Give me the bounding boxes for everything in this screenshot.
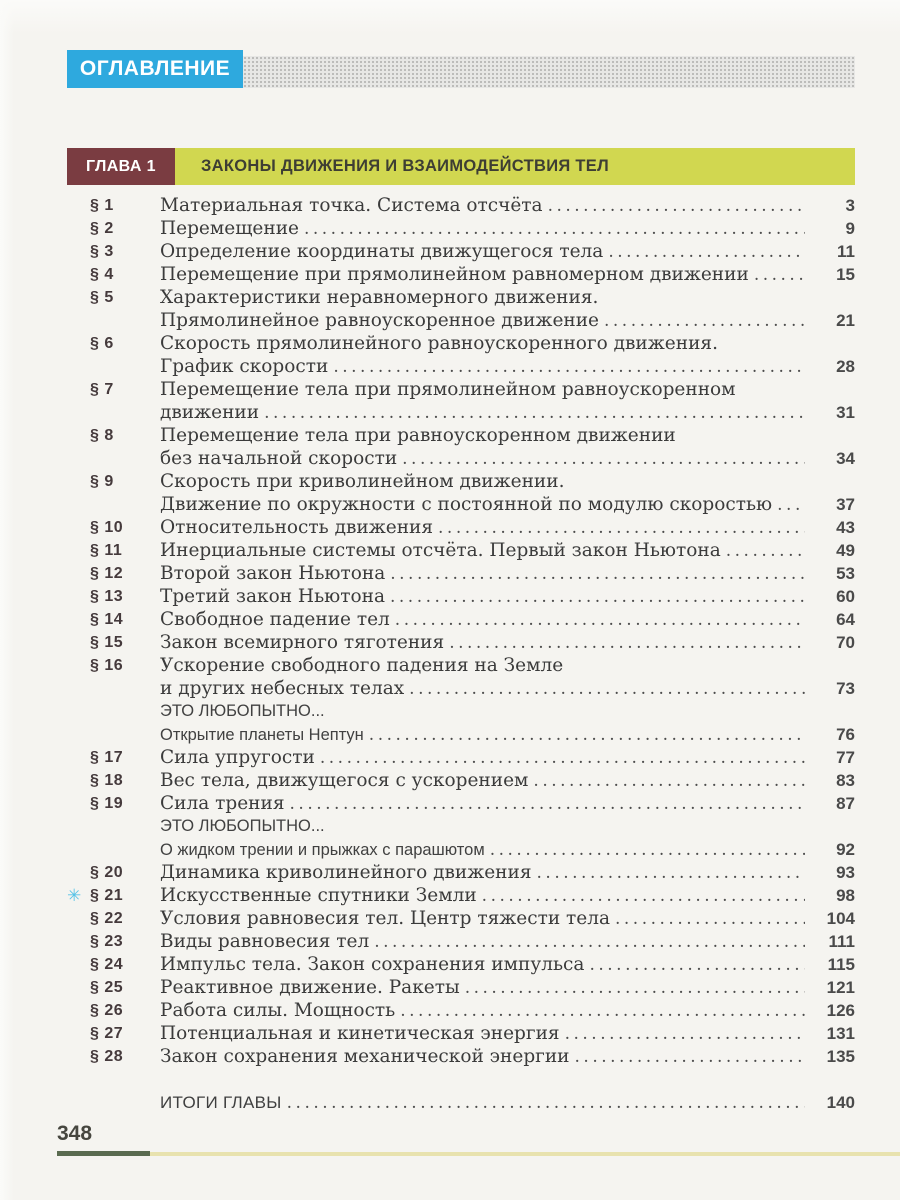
chapter-number-label: ГЛАВА 1 — [86, 157, 156, 175]
paragraph-number — [90, 700, 160, 723]
paragraph-number: § 6 — [90, 335, 114, 352]
entry-title-text: Импульс тела. Закон сохранения импульса — [160, 954, 585, 975]
toc-entry — [67, 608, 855, 631]
dotted-leader — [449, 632, 805, 655]
toc-entry-line — [160, 838, 855, 861]
toc-entry — [67, 539, 855, 562]
entry-page-number: 126 — [826, 1001, 855, 1020]
toc-entry — [67, 838, 855, 861]
toc-entry — [67, 286, 855, 332]
entry-title-text: Скорость прямолинейного равноускоренного движения. — [160, 333, 718, 354]
toc-entry — [67, 769, 855, 792]
chapter-number-badge — [67, 148, 175, 185]
entry-title-text: Перемещение тела при равноускоренном движении — [160, 425, 676, 446]
toc-entry-line — [160, 976, 855, 999]
entry-page-number: 37 — [836, 495, 855, 514]
entry-page-number: 131 — [826, 1024, 855, 1043]
footer-rule-green-segment — [57, 1151, 150, 1156]
toc-entry-body — [160, 263, 855, 286]
paragraph-number — [90, 838, 160, 861]
entry-title-text: Работа силы. Мощность — [160, 1000, 396, 1021]
entry-page-number: 34 — [836, 449, 855, 468]
toc-entry-line — [160, 194, 855, 217]
dotted-leader — [548, 195, 805, 218]
toc-entry — [67, 815, 855, 838]
entry-title-text: Виды равновесия тел — [160, 931, 370, 952]
toc-entry-line — [160, 700, 855, 723]
dotted-leader — [482, 885, 805, 908]
entry-page-number: 140 — [826, 1093, 855, 1112]
toc-entry — [67, 907, 855, 930]
folio-page-number: 348 — [57, 1122, 93, 1145]
paragraph-number: § 4 — [90, 266, 114, 283]
entry-title-text: Искусственные спутники Земли — [160, 885, 477, 906]
page-footer — [57, 1122, 900, 1156]
entry-title-text: ЭТО ЛЮБОПЫТНО... — [160, 702, 325, 720]
dotted-leader — [400, 1000, 805, 1023]
toc-entry-line — [160, 677, 855, 700]
entry-title-text: Материальная точка. Система отсчёта — [160, 195, 543, 216]
entry-page-number: 92 — [836, 840, 855, 859]
toc-entry — [67, 470, 855, 516]
entry-page-number: 135 — [826, 1047, 855, 1066]
paragraph-number: § 8 — [90, 427, 114, 444]
toc-entry — [67, 631, 855, 654]
toc-entry — [67, 654, 855, 700]
toc-entry — [67, 976, 855, 999]
entry-page-number: 93 — [836, 863, 855, 882]
toc-entry-body — [160, 861, 855, 884]
toc-entry-body — [160, 700, 855, 723]
entry-page-number: 77 — [836, 748, 855, 767]
paragraph-number: § 19 — [90, 795, 124, 812]
paragraph-number: § 24 — [90, 956, 124, 973]
paragraph-number: § 20 — [90, 864, 124, 881]
toc-entry — [67, 194, 855, 217]
entry-title-text: Сила трения — [160, 793, 285, 814]
dotted-leader — [490, 839, 805, 862]
entry-title-text: Характеристики неравномерного движения. — [160, 287, 599, 308]
entry-page-number: 70 — [836, 633, 855, 652]
dotted-leader — [777, 494, 805, 517]
toc-entry-body — [160, 746, 855, 769]
toc-entry-line — [160, 861, 855, 884]
toc-entry-body — [160, 1022, 855, 1045]
entry-title-text: движении — [160, 402, 260, 423]
toc-entry-line — [160, 1045, 855, 1068]
toc-entry — [67, 332, 855, 378]
dotted-leader — [287, 1092, 805, 1115]
entry-title-text: Вес тела, движущегося с ускорением — [160, 770, 529, 791]
dotted-leader — [537, 862, 805, 885]
footer-rule-khaki-segment — [150, 1152, 900, 1156]
toc-entry-body — [160, 539, 855, 562]
toc-entry-line — [160, 953, 855, 976]
toc-entry-line — [160, 378, 855, 401]
entry-title-text: и других небесных телах — [160, 678, 405, 699]
toc-entry-body — [160, 723, 855, 746]
toc-entry-body — [160, 815, 855, 838]
toc-entry-body — [160, 769, 855, 792]
entry-title-text: Определение координаты движущегося тела — [160, 241, 604, 262]
halftone-decor-bar — [243, 56, 855, 88]
footer-rule — [57, 1151, 900, 1156]
toc-entry-line — [160, 746, 855, 769]
entry-title-text: Относительность движения — [160, 517, 434, 538]
paragraph-number: § 26 — [90, 1002, 124, 1019]
toc-entry-line — [160, 792, 855, 815]
entry-title-text: График скорости — [160, 356, 329, 377]
entry-title-text: Скорость при криволинейном движении. — [160, 471, 565, 492]
toc-entry-line — [160, 493, 855, 516]
entry-page-number: 87 — [836, 794, 855, 813]
entry-title-text: Движение по окружности с постоянной по модулю скоростью — [160, 494, 773, 515]
toc-entry — [67, 723, 855, 746]
toc-entry — [67, 424, 855, 470]
entry-title-text: Второй закон Ньютона — [160, 563, 386, 584]
paragraph-number: § 11 — [90, 542, 123, 559]
toc-entry-body — [160, 378, 855, 424]
toc-entry-body — [160, 217, 855, 240]
toc-list — [67, 194, 855, 1114]
paragraph-number: § 16 — [90, 657, 124, 674]
paragraph-number — [90, 1091, 160, 1114]
entry-page-number: 15 — [836, 265, 855, 284]
dotted-leader — [264, 402, 805, 425]
paragraph-number: § 18 — [90, 772, 124, 789]
toc-entry-line — [160, 309, 855, 332]
toc-entry-line — [160, 240, 855, 263]
toc-entry-line — [160, 1091, 855, 1114]
entry-title-text: Условия равновесия тел. Центр тяжести тела — [160, 908, 610, 929]
toc-entry-body — [160, 516, 855, 539]
entry-page-number: 121 — [826, 978, 855, 997]
entry-page-number: 3 — [845, 196, 855, 215]
toc-entry-line — [160, 608, 855, 631]
entry-title-text: Свободное падение тел — [160, 609, 390, 630]
paragraph-number: § 1 — [90, 197, 114, 214]
paragraph-number: § 21 — [90, 887, 124, 904]
toc-entry — [67, 378, 855, 424]
toc-entry — [67, 217, 855, 240]
toc-entry-line — [160, 355, 855, 378]
entry-title-text: Перемещение при прямолинейном равномерном движении — [160, 264, 749, 285]
toc-entry-body — [160, 838, 855, 861]
dotted-leader — [565, 1023, 805, 1046]
toc-entry-line — [160, 723, 855, 746]
toc-entry-line — [160, 769, 855, 792]
dotted-leader — [290, 793, 805, 816]
toc-entry — [67, 746, 855, 769]
toc-entry-line — [160, 263, 855, 286]
dotted-leader — [374, 931, 805, 954]
toc-header-label: ОГЛАВЛЕНИЕ — [79, 57, 231, 80]
paragraph-number: § 7 — [90, 381, 114, 398]
entry-page-number: 28 — [836, 357, 855, 376]
toc-entry-body — [160, 424, 855, 470]
dotted-leader — [390, 563, 805, 586]
toc-entry — [67, 516, 855, 539]
entry-title-text: Реактивное движение. Ракеты — [160, 977, 460, 998]
toc-entry-line — [160, 539, 855, 562]
paragraph-number — [90, 723, 160, 746]
dotted-leader — [754, 264, 805, 287]
toc-entry-line — [160, 562, 855, 585]
toc-header-badge — [67, 50, 243, 88]
toc-entry — [67, 792, 855, 815]
dotted-leader — [726, 540, 805, 563]
dotted-leader — [333, 356, 805, 379]
paragraph-number: § 5 — [90, 289, 114, 306]
toc-entry-line — [160, 424, 855, 447]
paragraph-number: § 2 — [90, 220, 114, 237]
toc-entry — [67, 884, 855, 907]
entry-title-text: Закон сохранения механической энергии — [160, 1046, 570, 1067]
paragraph-number: § 12 — [90, 565, 124, 582]
entry-title-text: без начальной скорости — [160, 448, 398, 469]
toc-entry — [67, 1022, 855, 1045]
dotted-leader — [615, 908, 805, 931]
toc-header-band — [67, 50, 855, 88]
paragraph-number: § 9 — [90, 473, 114, 490]
entry-page-number: 53 — [836, 564, 855, 583]
toc-entry-body — [160, 194, 855, 217]
toc-entry-body — [160, 884, 855, 907]
entry-page-number: 115 — [827, 955, 855, 974]
toc-entry — [67, 953, 855, 976]
toc-entry-line — [160, 470, 855, 493]
entry-page-number: 83 — [836, 771, 855, 790]
entry-page-number: 11 — [837, 242, 855, 261]
toc-entry-line — [160, 516, 855, 539]
paragraph-number: § 17 — [90, 749, 124, 766]
entry-title-text: ИТОГИ ГЛАВЫ — [160, 1093, 282, 1112]
paragraph-number: § 10 — [90, 519, 124, 536]
entry-page-number: 76 — [836, 725, 855, 744]
toc-entry-body — [160, 332, 855, 378]
toc-entry-line — [160, 585, 855, 608]
toc-entry — [67, 999, 855, 1022]
dotted-leader — [575, 1046, 805, 1069]
toc-entry-line — [160, 930, 855, 953]
paragraph-number: § 14 — [90, 611, 124, 628]
toc-entry-body — [160, 585, 855, 608]
paragraph-number: § 22 — [90, 910, 124, 927]
toc-entry-body — [160, 953, 855, 976]
entry-title-text: Сила упругости — [160, 747, 315, 768]
toc-entry-body — [160, 631, 855, 654]
entry-page-number: 104 — [826, 909, 855, 928]
entry-title-text: Динамика криволинейного движения — [160, 862, 532, 883]
toc-entry-line — [160, 815, 855, 838]
toc-entry-body — [160, 1091, 855, 1114]
toc-entry-body — [160, 792, 855, 815]
dotted-leader — [409, 678, 805, 701]
paragraph-number: § 28 — [90, 1048, 124, 1065]
toc-entry-body — [160, 240, 855, 263]
paragraph-number — [90, 815, 160, 838]
entry-title-text: Прямолинейное равноускоренное движение — [160, 310, 599, 331]
dotted-leader — [369, 724, 805, 747]
dotted-leader — [304, 218, 805, 241]
entry-page-number: 49 — [836, 541, 855, 560]
dotted-leader — [608, 241, 805, 264]
entry-title-text: Инерциальные системы отсчёта. Первый закон Ньютона — [160, 540, 721, 561]
toc-entry-line — [160, 286, 855, 309]
entry-page-number: 9 — [845, 219, 855, 238]
paragraph-number: § 3 — [90, 243, 114, 260]
dotted-leader — [604, 310, 805, 333]
toc-entry-body — [160, 999, 855, 1022]
toc-entry-body — [160, 608, 855, 631]
entry-title-text: Открытие планеты Нептун — [160, 726, 364, 744]
toc-entry — [67, 585, 855, 608]
toc-entry — [67, 1045, 855, 1068]
toc-entry-line — [160, 907, 855, 930]
entry-title-text: Перемещение — [160, 218, 299, 239]
dotted-leader — [438, 517, 805, 540]
chapter-title-label: ЗАКОНЫ ДВИЖЕНИЯ И ВЗАИМОДЕЙСТВИЯ ТЕЛ — [201, 157, 609, 175]
entry-page-number: 43 — [836, 518, 855, 537]
toc-entry-line — [160, 447, 855, 470]
dotted-leader — [395, 609, 805, 632]
toc-entry — [67, 700, 855, 723]
entry-page-number: 111 — [828, 932, 855, 951]
dotted-leader — [320, 747, 805, 770]
toc-entry-line — [160, 332, 855, 355]
toc-entry-line — [160, 631, 855, 654]
toc-entry-line — [160, 217, 855, 240]
toc-entry — [67, 240, 855, 263]
toc-entry-body — [160, 654, 855, 700]
toc-entry-body — [160, 562, 855, 585]
toc-entry — [67, 263, 855, 286]
entry-title-text: Закон всемирного тяготения — [160, 632, 445, 653]
toc-entry-line — [160, 654, 855, 677]
toc-entry-line — [160, 999, 855, 1022]
toc-entry-body — [160, 907, 855, 930]
entry-page-number: 60 — [836, 587, 855, 606]
dotted-leader — [533, 770, 805, 793]
toc-entry-line — [160, 884, 855, 907]
toc-entry-body — [160, 930, 855, 953]
dotted-leader — [465, 977, 805, 1000]
chapter-header-band — [67, 148, 855, 185]
entry-title-text: О жидком трении и прыжках с парашютом — [160, 841, 485, 859]
entry-page-number: 31 — [836, 403, 855, 422]
entry-title-text: Третий закон Ньютона — [160, 586, 385, 607]
entry-page-number: 98 — [836, 886, 855, 905]
paragraph-number: § 23 — [90, 933, 124, 950]
entry-title-text: ЭТО ЛЮБОПЫТНО... — [160, 817, 325, 835]
entry-page-number: 64 — [836, 610, 855, 629]
chapter-title-bar — [175, 148, 855, 185]
paragraph-number: § 27 — [90, 1025, 124, 1042]
asterisk-icon: ✳ — [67, 886, 82, 906]
paragraph-number: § 13 — [90, 588, 124, 605]
paragraph-number: § 25 — [90, 979, 124, 996]
paragraph-number: § 15 — [90, 634, 124, 651]
toc-entry-body — [160, 1045, 855, 1068]
toc-entry-line — [160, 1022, 855, 1045]
entry-title-text: Перемещение тела при прямолинейном равноускоренном — [160, 379, 736, 400]
dotted-leader — [589, 954, 805, 977]
toc-entry — [67, 1091, 855, 1114]
toc-entry-body — [160, 470, 855, 516]
toc-entry — [67, 930, 855, 953]
dotted-leader — [390, 586, 805, 609]
toc-entry-body — [160, 976, 855, 999]
toc-entry-line — [160, 401, 855, 424]
toc-entry — [67, 562, 855, 585]
dotted-leader — [402, 448, 805, 471]
entry-page-number: 21 — [836, 311, 855, 330]
toc-entry-body — [160, 286, 855, 332]
entry-page-number: 73 — [836, 679, 855, 698]
entry-title-text: Ускорение свободного падения на Земле — [160, 655, 564, 676]
entry-title-text: Потенциальная и кинетическая энергия — [160, 1023, 560, 1044]
toc-entry — [67, 861, 855, 884]
